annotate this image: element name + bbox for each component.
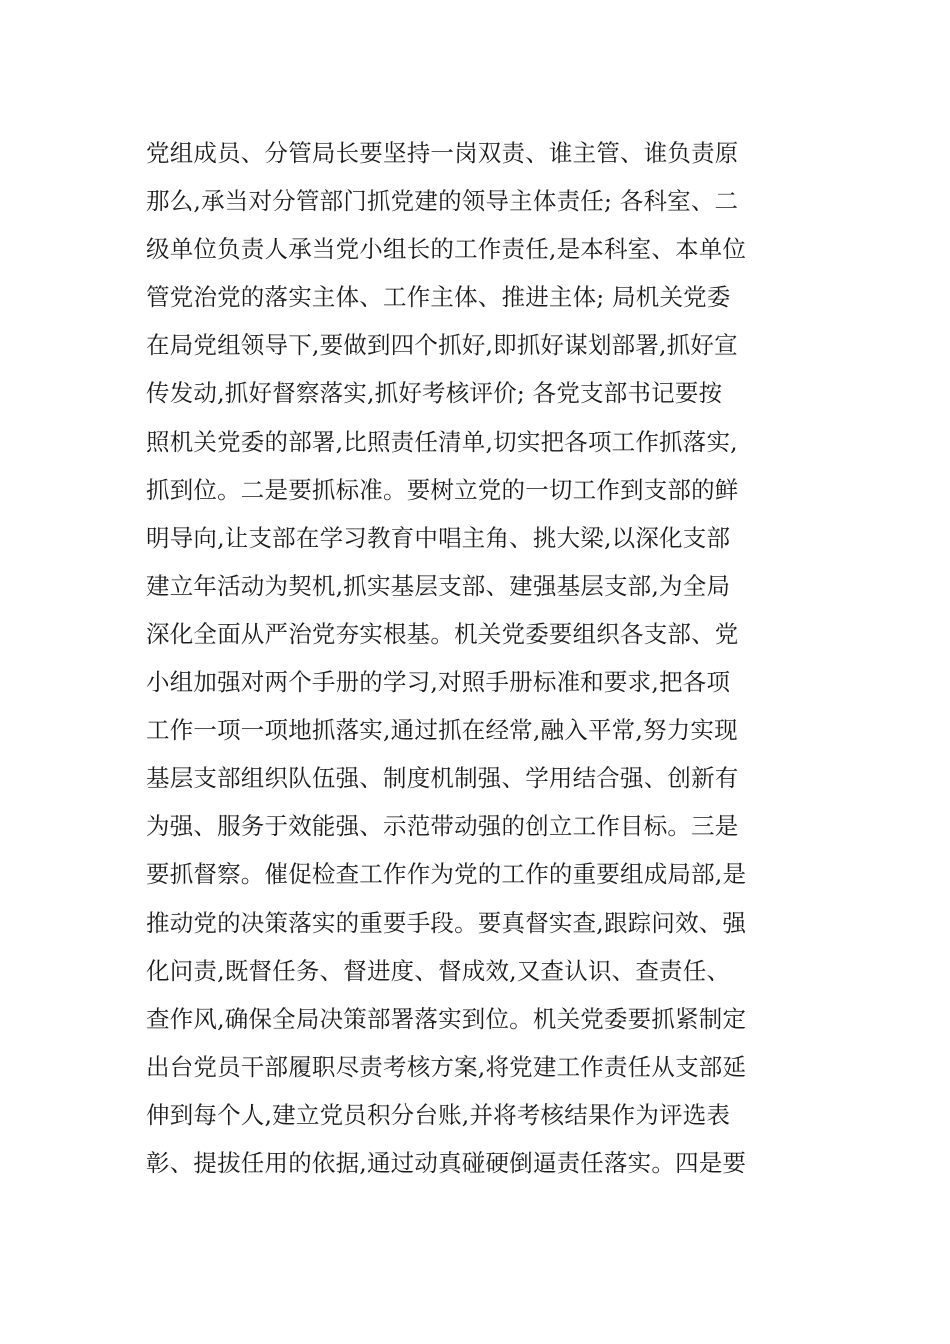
body-text xyxy=(146,129,806,1187)
text-line: 级单位负责人承当党小组长的工作责任,是本科室、本单位 xyxy=(146,235,747,264)
text-line: 为强、服务于效能强、示范带动强的创立工作目标。三是 xyxy=(146,812,739,841)
text-line: 化问责,既督任务、督进度、督成效,又查认识、查责任、 xyxy=(146,956,731,985)
text-line: 在局党组领导下,要做到四个抓好,即抓好谋划部署,抓好宣 xyxy=(146,331,738,360)
text-line: 出台党员干部履职尽责考核方案,将党建工作责任从支部延 xyxy=(146,1052,747,1081)
text-line: 彰、提拔任用的依据,通过动真碰硬倒逼责任落实。四是要 xyxy=(146,1148,747,1177)
text-line: 工作一项一项地抓落实,通过抓在经常,融入平常,努力实现 xyxy=(146,716,738,745)
text-line: 传发动,抓好督察落实,抓好考核评价; 各党支部书记要按 xyxy=(146,379,723,408)
text-line: 要抓督察。催促检查工作作为党的工作的重要组成局部,是 xyxy=(146,860,747,889)
text-line: 推动党的决策落实的重要手段。要真督实查,跟踪问效、强 xyxy=(146,908,747,937)
text-line: 管党治党的落实主体、工作主体、推进主体; 局机关党委 xyxy=(146,283,731,312)
text-line: 查作风,确保全局决策部署落实到位。机关党委要抓紧制定 xyxy=(146,1004,747,1033)
text-line: 抓到位。二是要抓标准。要树立党的一切工作到支部的鲜 xyxy=(146,475,739,504)
text-line: 基层支部组织队伍强、制度机制强、学用结合强、创新有 xyxy=(146,764,739,793)
text-line: 党组成员、分管局长要坚持一岗双责、谁主管、谁负责原 xyxy=(146,139,739,167)
text-line: 那么,承当对分管部门抓党建的领导主体责任; 各科室、二 xyxy=(146,187,739,216)
text-line: 伸到每个人,建立党员积分台账,并将考核结果作为评选表 xyxy=(146,1100,731,1129)
text-line: 深化全面从严治党夯实根基。机关党委要组织各支部、党 xyxy=(146,619,739,648)
text-line: 照机关党委的部署,比照责任清单,切实把各项工作抓落实, xyxy=(146,427,738,456)
text-line: 明导向,让支部在学习教育中唱主角、挑大梁,以深化支部 xyxy=(146,523,731,552)
text-line: 小组加强对两个手册的学习,对照手册标准和要求,把各项 xyxy=(146,668,731,697)
text-line: 建立年活动为契机,抓实基层支部、建强基层支部,为全局 xyxy=(146,571,731,600)
